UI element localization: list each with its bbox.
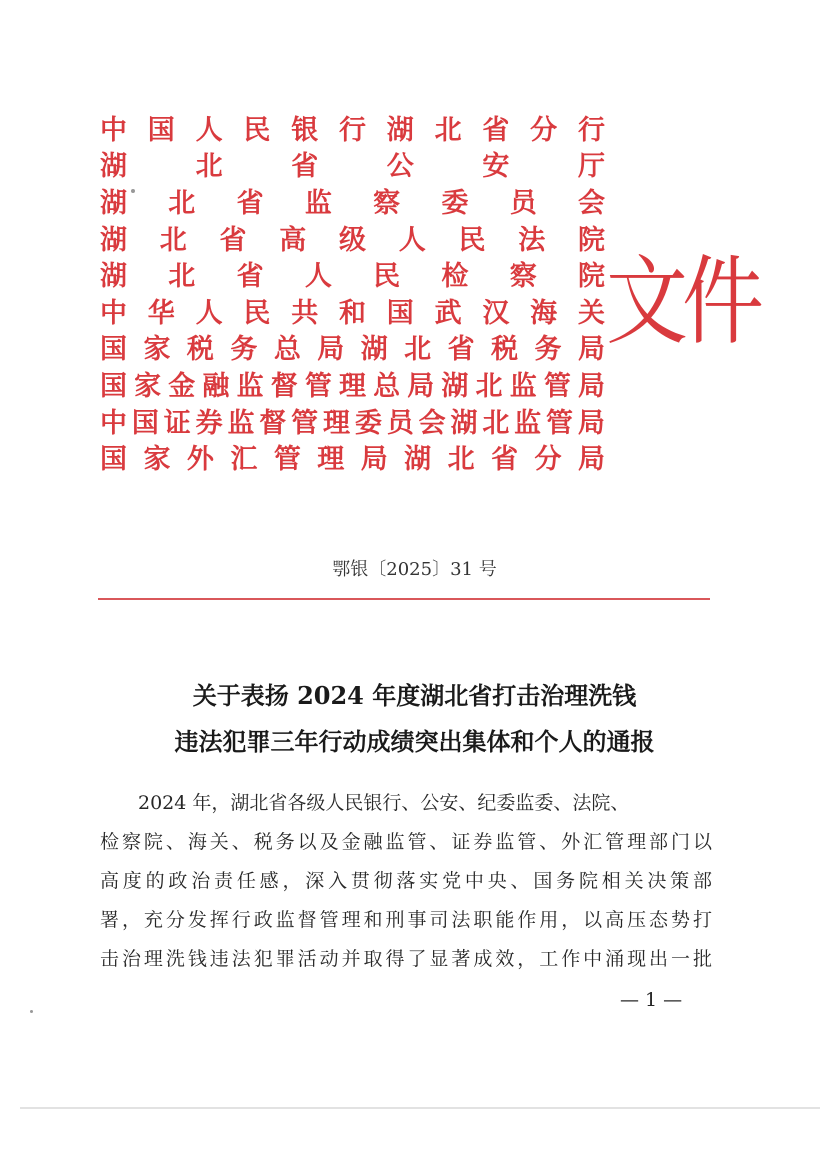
issuer-char: 人 — [195, 297, 223, 329]
issuer-char: 省 — [236, 261, 264, 293]
issuer-char: 武 — [434, 297, 462, 329]
page-number: — 1 — — [620, 989, 683, 1011]
issuer-char: 理 — [338, 370, 366, 402]
issuer-char: 家 — [134, 370, 162, 402]
issuer-row — [100, 405, 605, 442]
scan-edge-line — [20, 1107, 820, 1109]
issuer-char: 监 — [514, 407, 542, 439]
issuer-char: 北 — [447, 444, 475, 476]
issuing-authorities — [100, 112, 620, 478]
issuer-char: 汇 — [230, 444, 258, 476]
issuer-char: 省 — [219, 224, 247, 256]
issuer-row — [100, 258, 605, 295]
issuer-char: 员 — [386, 407, 414, 439]
issuer-char: 家 — [143, 444, 171, 476]
issuer-char: 管 — [304, 370, 332, 402]
issuer-char: 监 — [304, 187, 332, 219]
issuer-char: 华 — [147, 297, 175, 329]
issuer-char: 省 — [491, 444, 519, 476]
body-line-2: 检察院、海关、税务以及金融监管、证券监管、外汇管理部门以 — [100, 831, 712, 853]
issuer-char: 总 — [373, 370, 401, 402]
issuer-char: 局 — [407, 370, 435, 402]
issuer-char: 民 — [243, 114, 271, 146]
issuer-char: 国 — [100, 334, 127, 366]
issuer-char: 院 — [577, 261, 605, 293]
title-line-1: 关于表扬 2024 年度湖北省打击治理洗钱 — [192, 681, 637, 710]
issuer-char: 局 — [577, 370, 605, 402]
issuer-char: 中 — [100, 297, 127, 329]
scan-speck — [30, 1010, 33, 1013]
body-line-5: 击治理洗钱违法犯罪活动并取得了显著成效，工作中涌现出一批 — [100, 948, 712, 970]
issuer-char: 税 — [186, 334, 214, 366]
issuer-char: 共 — [291, 297, 319, 329]
issuer-char: 行 — [577, 114, 605, 146]
issuer-char: 北 — [434, 114, 462, 146]
issuer-row — [100, 222, 605, 259]
issuer-char: 省 — [236, 187, 264, 219]
issuer-char: 安 — [482, 151, 510, 183]
issuer-char: 北 — [475, 370, 503, 402]
issuer-char: 国 — [147, 114, 175, 146]
issuer-char: 分 — [534, 444, 562, 476]
issuer-char: 民 — [373, 261, 401, 293]
issuer-char: 省 — [447, 334, 475, 366]
issuer-row — [100, 112, 605, 149]
issuer-char: 券 — [195, 407, 223, 439]
issuer-char: 局 — [577, 444, 605, 476]
issuer-char: 北 — [482, 407, 510, 439]
issuer-char: 和 — [338, 297, 366, 329]
issuer-char: 关 — [577, 297, 605, 329]
issuer-char: 省 — [482, 114, 510, 146]
issuer-char: 委 — [354, 407, 382, 439]
issuer-char: 湖 — [450, 407, 478, 439]
issuer-char: 外 — [186, 444, 214, 476]
scan-speck — [131, 189, 135, 193]
issuer-char: 金 — [168, 370, 196, 402]
issuer-char: 委 — [441, 187, 469, 219]
issuer-char: 海 — [530, 297, 558, 329]
issuer-char: 督 — [270, 370, 298, 402]
issuer-row — [100, 332, 605, 369]
issuer-char: 员 — [509, 187, 537, 219]
issuer-char: 北 — [168, 261, 196, 293]
issuer-char: 北 — [404, 334, 432, 366]
issuer-char: 湖 — [100, 187, 127, 219]
issuer-char: 院 — [578, 224, 605, 256]
issuer-char: 务 — [230, 334, 258, 366]
issuer-char: 人 — [304, 261, 332, 293]
issuer-char: 税 — [491, 334, 519, 366]
body-line-4: 署，充分发挥行政监督管理和刑事司法职能作用，以高压态势打 — [100, 909, 712, 931]
issuer-char: 中 — [100, 407, 127, 439]
issuer-char: 融 — [202, 370, 230, 402]
issuer-char: 察 — [509, 261, 537, 293]
issuer-char: 局 — [360, 444, 388, 476]
document-mark: 文件 — [606, 246, 759, 359]
issuer-char: 中 — [100, 114, 127, 146]
issuer-char: 局 — [577, 334, 605, 366]
issuer-row — [100, 441, 605, 478]
issuer-char: 总 — [273, 334, 301, 366]
issuer-char: 国 — [100, 444, 127, 476]
issuer-char: 检 — [441, 261, 469, 293]
issuer-row — [100, 149, 605, 186]
issuer-char: 监 — [509, 370, 537, 402]
issuer-char: 管 — [546, 407, 574, 439]
issuer-char: 督 — [259, 407, 287, 439]
issuer-char: 湖 — [100, 151, 127, 183]
title-line-2: 违法犯罪三年行动成绩突出集体和个人的通报 — [174, 727, 655, 756]
document-number: 鄂银〔2025〕31 号 — [332, 559, 497, 580]
issuer-char: 证 — [163, 407, 191, 439]
issuer-char: 北 — [195, 151, 223, 183]
issuer-char: 局 — [317, 334, 345, 366]
issuer-char: 人 — [195, 114, 223, 146]
issuer-char: 公 — [386, 151, 414, 183]
issuer-char: 高 — [279, 224, 307, 256]
issuer-char: 级 — [339, 224, 366, 256]
issuer-row — [100, 368, 605, 405]
issuer-char: 银 — [291, 114, 319, 146]
issuer-char: 家 — [143, 334, 171, 366]
issuer-char: 务 — [534, 334, 562, 366]
issuer-char: 国 — [131, 407, 159, 439]
issuer-char: 湖 — [441, 370, 469, 402]
issuer-char: 北 — [168, 187, 196, 219]
issuer-char: 管 — [273, 444, 301, 476]
issuer-char: 察 — [373, 187, 401, 219]
issuer-char: 法 — [518, 224, 546, 256]
issuer-row — [100, 185, 605, 222]
issuer-char: 分 — [530, 114, 558, 146]
issuer-char: 湖 — [404, 444, 432, 476]
issuer-char: 国 — [100, 370, 127, 402]
body-line-3: 高度的政治责任感，深入贯彻落实党中央、国务院相关决策部 — [100, 870, 712, 892]
body-line-1: 2024 年，湖北省各级人民银行、公安、纪委监委、法院、 — [100, 792, 630, 814]
issuer-char: 汉 — [482, 297, 510, 329]
issuer-char: 会 — [418, 407, 446, 439]
issuer-char: 民 — [243, 297, 271, 329]
issuer-char: 理 — [317, 444, 345, 476]
issuer-char: 国 — [386, 297, 414, 329]
issuer-char: 管 — [543, 370, 571, 402]
issuer-char: 局 — [577, 407, 605, 439]
issuer-row — [100, 295, 605, 332]
issuer-char: 监 — [236, 370, 264, 402]
issuer-char: 民 — [458, 224, 486, 256]
issuer-char: 人 — [398, 224, 426, 256]
issuer-char: 湖 — [360, 334, 388, 366]
issuer-char: 会 — [577, 187, 605, 219]
issuer-char: 厅 — [577, 151, 605, 183]
issuer-char: 省 — [291, 151, 319, 183]
issuer-char: 湖 — [100, 224, 127, 256]
red-divider — [98, 598, 710, 600]
issuer-char: 湖 — [100, 261, 127, 293]
issuer-char: 监 — [227, 407, 255, 439]
issuer-char: 行 — [338, 114, 366, 146]
issuer-char: 管 — [291, 407, 319, 439]
issuer-char: 理 — [323, 407, 351, 439]
issuer-char: 湖 — [386, 114, 414, 146]
issuer-char: 北 — [159, 224, 187, 256]
